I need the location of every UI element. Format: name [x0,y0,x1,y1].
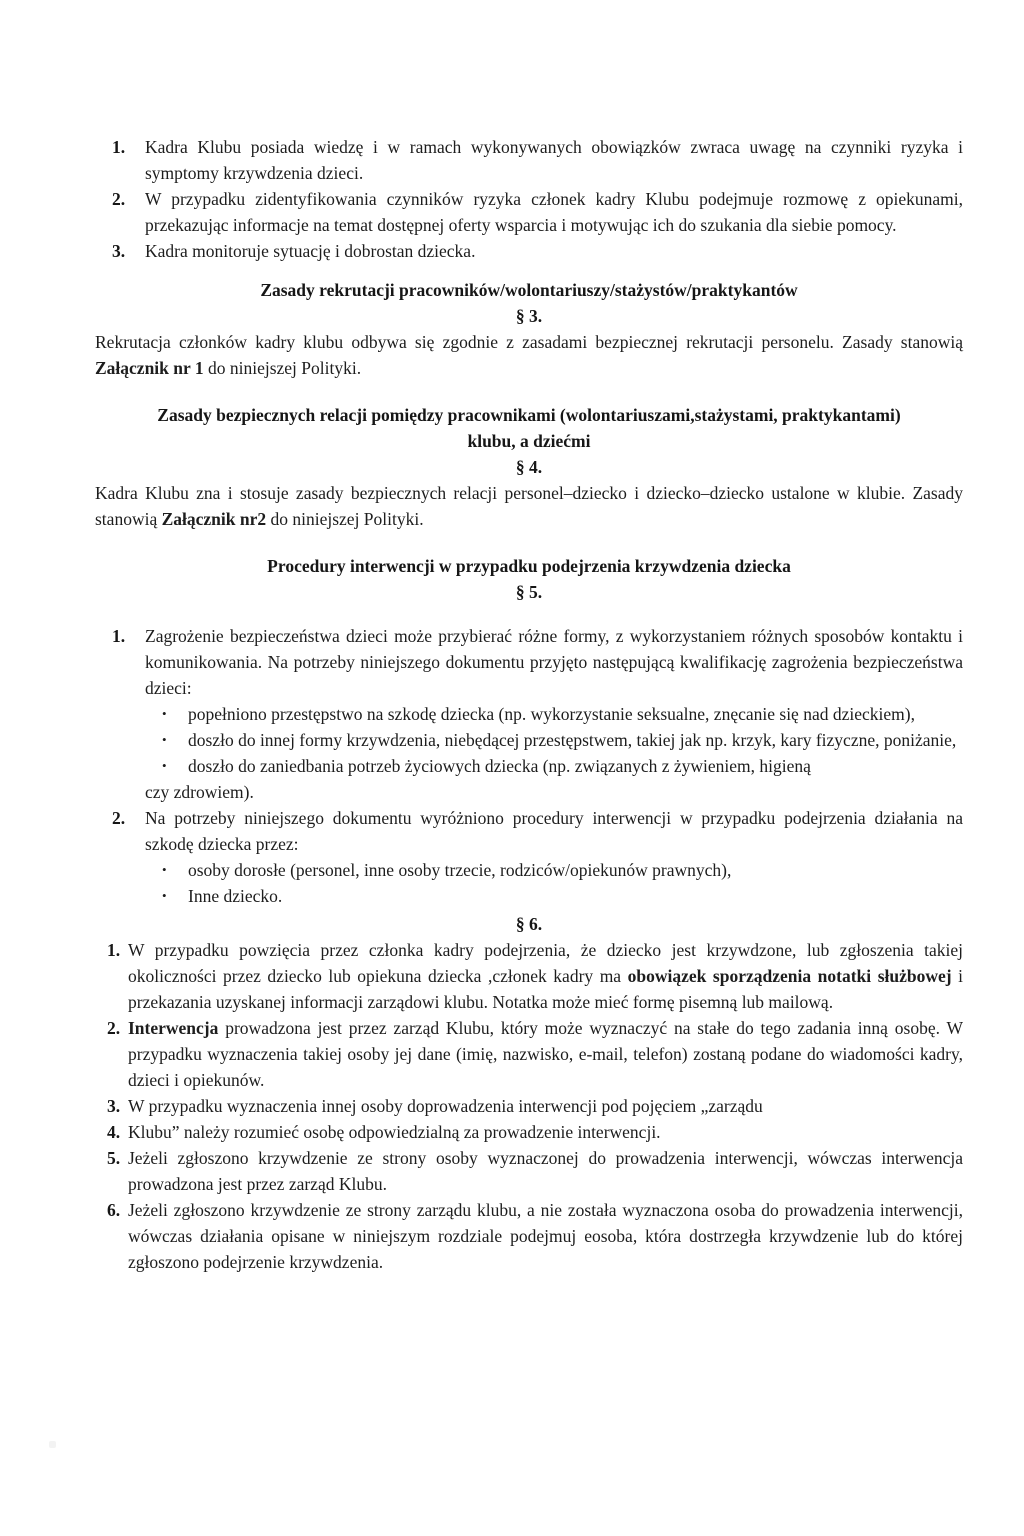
section4-paragraph [95,480,963,532]
list-item [95,186,963,238]
item-number: 3. [107,1096,121,1116]
section4-heading-line1: Zasady bezpiecznych relacji pomiędzy pracownikami (wolontariuszami,stażystami, praktykantami) [157,405,901,425]
list-item [95,1093,963,1119]
item-text [128,1093,963,1119]
paragraph-text: do niniejszej Polityki. [203,358,362,378]
item-body [145,805,963,909]
item-continuation-line: czy zdrowiem). [145,782,254,802]
bullet-list [145,857,963,909]
bullet-icon: • [162,862,167,877]
intro-list [95,134,963,264]
paragraph-text: Rekrutacja członków kadry klubu odbywa się zgodnie z zasadami bezpiecznej rekrutacji personelu. Zasady stanowią [95,332,963,352]
section3-paragraph-mark: § 3. [515,306,543,326]
bullet-text: popełniono przestępstwo na szkodę dziecka (np. wykorzystanie seksualne, znęcanie się nad dzieckiem), [188,704,915,724]
paragraph-text: prowadzona jest przez zarząd Klubu, który może wyznaczyć na stałe do tego zadania inną osobę. W przypadku wyznaczenia takiej osoby jej dane (imię, nazwisko, e-mail, telefon) zostaną podane do wiadomości kadry, dzieci i opiekunów. [128,1018,963,1090]
item-text: W przypadku zidentyfikowania czynników ryzyka członek kadry Klubu podejmuje rozmowę z opiekunami, przekazując informacje na temat dostępnej oferty wsparcia i motywując ich do szukania dla siebie pomocy. [145,189,963,235]
attachment-reference: Załącznik nr2 [161,509,267,529]
paragraph-text: Jeżeli zgłoszono krzywdzenie ze strony zarządu klubu, a nie została wyznaczona osoba do prowadzenia interwencji, wówczas działania opisane w niniejszym rozdziale podejmuj eosoba, która dostrzegła krzywdzenie lub do której zgłoszono podejrzenie krzywdzenia. [128,1200,963,1272]
bullet-text: doszło do zaniedbania potrzeb życiowych dziecka (np. związanych z żywieniem, higieną [188,756,811,776]
list-item [95,937,963,1015]
item-number: 2. [112,808,126,828]
bullet-list [145,701,963,779]
bullet-item [145,753,963,779]
item-number: 5. [107,1148,121,1168]
item-number: 2. [107,1018,121,1038]
paragraph-text: Klubu” należy rozumieć osobę odpowiedzialną za prowadzenie interwencji. [128,1122,661,1142]
section6-list [95,937,963,1275]
list-item [95,623,963,805]
item-text [128,937,963,1015]
paragraph-text: W przypadku powzięcia przez członka kadry podejrzenia, że dziecko jest krzywdzone, lub zgłoszenia takiej okoliczności przez dziecko lub opiekuna dziecka ,członek kadry ma [128,940,963,986]
item-number: 4. [107,1122,121,1142]
section6-paragraph-mark: § 6. [515,914,543,934]
list-item [95,1197,963,1275]
scan-artifact [49,1441,56,1448]
section4-heading-group [95,402,963,480]
section5-list [95,623,963,909]
item-text: Kadra monitoruje sytuację i dobrostan dziecka. [145,241,476,261]
item-text [128,1145,963,1197]
paragraph-text: W przypadku wyznaczenia innej osoby doprowadzenia interwencji pod pojęciem „zarządu [128,1096,763,1116]
list-item [95,238,963,264]
item-number: 2. [112,189,126,209]
bullet-text: Inne dziecko. [188,886,283,906]
section4-heading-line2: klubu, a dziećmi [467,431,591,451]
paragraph-text: Jeżeli zgłoszono krzywdzenie ze strony osoby wyznaczonej do prowadzenia interwencji, wówczas interwencja prowadzona jest przez zarząd Klubu. [128,1148,963,1194]
list-item [95,134,963,186]
paragraph-text: do niniejszej Polityki. [266,509,424,529]
paragraph-text: Kadra Klubu zna i stosuje zasady bezpiecznych relacji personel–dziecko i dziecko–dziecko ustalone w klubie. Zasady stanowią [95,483,963,529]
section3-paragraph [95,329,963,381]
list-item [95,1119,963,1145]
bullet-icon: • [162,706,167,721]
document-content [95,134,963,1275]
item-number: 1. [112,137,126,157]
list-item [95,1145,963,1197]
emphasized-text: obowiązek sporządzenia notatki służbowej [627,966,952,986]
item-text [128,1119,963,1145]
emphasized-text: Interwencja [128,1018,219,1038]
paragraph-text: i przekazania uzyskanej informacji zarządowi klubu. Notatka może mieć formę pisemną lub mailową. [128,966,963,1012]
bullet-icon: • [162,758,167,773]
bullet-icon: • [162,888,167,903]
section4-paragraph-mark: § 4. [515,457,543,477]
bullet-item [145,701,963,727]
attachment-reference: Załącznik nr 1 [95,358,204,378]
item-text [128,1015,963,1093]
item-text: Zagrożenie bezpieczeństwa dzieci może przybierać różne formy, z wykorzystaniem różnych sposobów kontaktu i komunikowania. Na potrzeby niniejszego dokumentu przyjęto następującą kwalifikację zagrożenia bezpieczeństwa dzieci: [145,626,963,698]
section3-heading: Zasady rekrutacji pracowników/wolontariuszy/stażystów/praktykantów [260,280,798,300]
section5-heading: Procedury interwencji w przypadku podejrzenia krzywdzenia dziecka [267,556,791,576]
item-number: 1. [112,626,126,646]
section5-paragraph-mark: § 5. [515,582,543,602]
list-item [95,805,963,909]
list-item [95,1015,963,1093]
bullet-item [145,727,963,753]
bullet-text: osoby dorosłe (personel, inne osoby trzecie, rodziców/opiekunów prawnych), [188,860,732,880]
bullet-text: doszło do innej formy krzywdzenia, niebędącej przestępstwem, takiej jak np. krzyk, kary fizyczne, poniżanie, [188,730,957,750]
item-body [145,623,963,805]
item-text: Na potrzeby niniejszego dokumentu wyróżniono procedury interwencji w przypadku podejrzenia działania na szkodę dziecka przez: [145,808,963,854]
item-number: 1. [107,940,121,960]
item-text: Kadra Klubu posiada wiedzę i w ramach wykonywanych obowiązków zwraca uwagę na czynniki ryzyka i symptomy krzywdzenia dzieci. [145,137,963,183]
section5-heading-group [95,553,963,605]
item-number: 3. [112,241,126,261]
item-number: 6. [107,1200,121,1220]
bullet-item [145,857,963,883]
section3-heading-group [95,277,963,329]
bullet-item [145,883,963,909]
bullet-icon: • [162,732,167,747]
item-text [128,1197,963,1275]
